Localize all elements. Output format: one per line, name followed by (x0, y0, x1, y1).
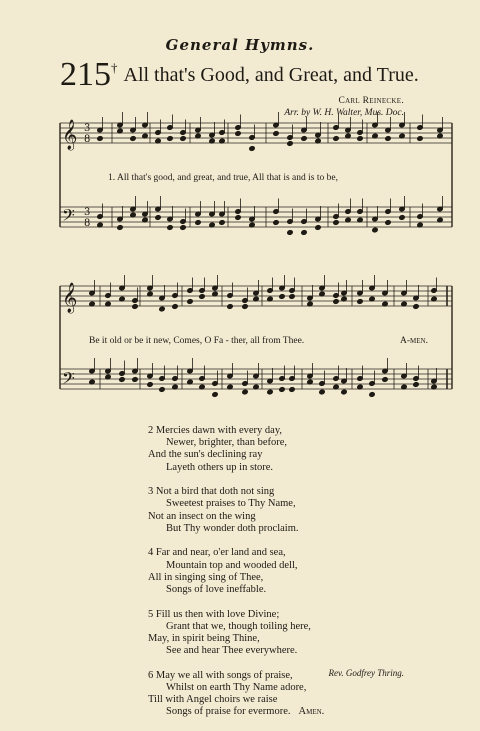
note-head (273, 131, 279, 137)
note-head (333, 220, 339, 226)
note-head (333, 136, 339, 142)
note-head (267, 389, 273, 395)
verse-line: Songs of praise for evermore. Amen. (166, 706, 325, 718)
note-head (385, 220, 391, 226)
note-head (130, 136, 136, 142)
time-sig-top: 3 (84, 123, 91, 134)
note-head (167, 225, 173, 231)
note-head (235, 131, 241, 137)
note-head (235, 215, 241, 221)
verse-line: 2 Mercies dawn with every day, (148, 425, 283, 436)
amen-label: A-men. (400, 336, 428, 346)
note-head (227, 304, 233, 310)
bass-clef-icon: 𝄢 (62, 205, 75, 229)
note-head (417, 136, 423, 142)
hymn-title: All that's Good, and Great, and True. (123, 64, 419, 86)
note-head (159, 387, 165, 393)
hymn-author: Rev. Godfrey Thring. (328, 668, 404, 678)
note-head (219, 220, 225, 226)
verse-6 (148, 670, 324, 719)
note-head (242, 304, 248, 310)
note-head (301, 230, 307, 236)
note-head (132, 304, 138, 310)
note-head (333, 299, 339, 305)
verse-line: Newer, brighter, than before, (166, 437, 288, 449)
verse-line: And the sun's declining ray (148, 449, 263, 461)
verse-line: Songs of love ineffable. (166, 584, 267, 596)
note-head (155, 215, 161, 221)
note-head (279, 387, 285, 393)
note-head (382, 377, 388, 383)
note-head (413, 304, 419, 310)
verse-line: 3 Not a bird that doth not sing (148, 486, 275, 498)
note-head (180, 136, 186, 142)
note-head (341, 389, 347, 395)
note-head (273, 220, 279, 226)
verse-3 (148, 486, 324, 535)
lyric-line-1: 1. All that's good, and great, and true, All that is and is to be, (108, 173, 338, 183)
verse-line: Sweetest praises to Thy Name, (166, 498, 296, 510)
note-head (279, 294, 285, 300)
verse-line: May, in spirit being Thine, (148, 633, 260, 645)
note-head (147, 382, 153, 388)
time-sig-bottom: 8 (84, 134, 91, 145)
verse-line: All in singing sing of Thee, (148, 571, 264, 583)
note-head (315, 225, 321, 231)
section-heading: General Hymns. (165, 36, 315, 54)
hymn-number: 215 (60, 56, 111, 93)
verse-line: Till with Angel choirs we raise (148, 694, 278, 706)
verse-line: 4 Far and near, o'er land and sea, (148, 547, 286, 559)
verse-2 (148, 425, 324, 474)
note-head (199, 294, 205, 300)
note-head (212, 392, 218, 398)
verse-4 (148, 547, 324, 596)
verse-line: But Thy wonder doth proclaim. (166, 522, 299, 534)
note-head (385, 136, 391, 142)
note-head (172, 304, 178, 310)
hymn-mark: † (111, 60, 118, 75)
note-head (357, 299, 363, 305)
note-head (119, 377, 125, 383)
verse-line: 6 May we all with songs of praise, (148, 669, 293, 681)
note-head (413, 382, 419, 388)
note-head (132, 377, 138, 383)
note-head (242, 389, 248, 395)
verse-line: Mountain top and wooded dell, (166, 559, 298, 571)
verses (148, 425, 324, 731)
closing-amen: Amen. (298, 706, 325, 718)
note-head (319, 389, 325, 395)
verse-line: See and hear Thee everywhere. (166, 645, 298, 657)
verse-line: 5 Fill us then with love Divine; (148, 608, 280, 620)
treble-clef-icon: 𝄞 (62, 283, 78, 313)
composer-credit: Carl Reinecke. (338, 96, 404, 106)
time-sig-top: 3 (84, 207, 91, 218)
note-head (117, 225, 123, 231)
note-head (167, 136, 173, 142)
treble-clef-icon: 𝄞 (62, 120, 78, 150)
note-head (159, 306, 165, 312)
verse-line: Layeth others up in store. (166, 461, 274, 473)
note-head (372, 227, 378, 233)
note-head (249, 146, 255, 152)
lyric-line-2: Be it old or be it new, Comes, O Fa - ther, all from Thee. (89, 336, 305, 346)
note-head (97, 136, 103, 142)
note-head (357, 136, 363, 142)
note-head (187, 299, 193, 305)
time-sig-bottom: 8 (84, 218, 91, 229)
note-head (287, 141, 293, 147)
note-head (369, 392, 375, 398)
arranger-credit: Arr. by W. H. Walter, Mus. Doc. (284, 108, 404, 118)
verse-5 (148, 609, 324, 658)
note-head (289, 387, 295, 393)
bass-clef-icon: 𝄢 (62, 368, 75, 392)
note-head (287, 230, 293, 236)
note-head (301, 136, 307, 142)
verse-line: Not an insect on the wing (148, 510, 256, 522)
note-head (195, 220, 201, 226)
note-head (289, 294, 295, 300)
verse-line: Whilst on earth Thy Name adore, (166, 682, 307, 694)
note-head (180, 225, 186, 231)
note-head (399, 215, 405, 221)
verse-line: Grant that we, though toiling here, (166, 620, 311, 632)
